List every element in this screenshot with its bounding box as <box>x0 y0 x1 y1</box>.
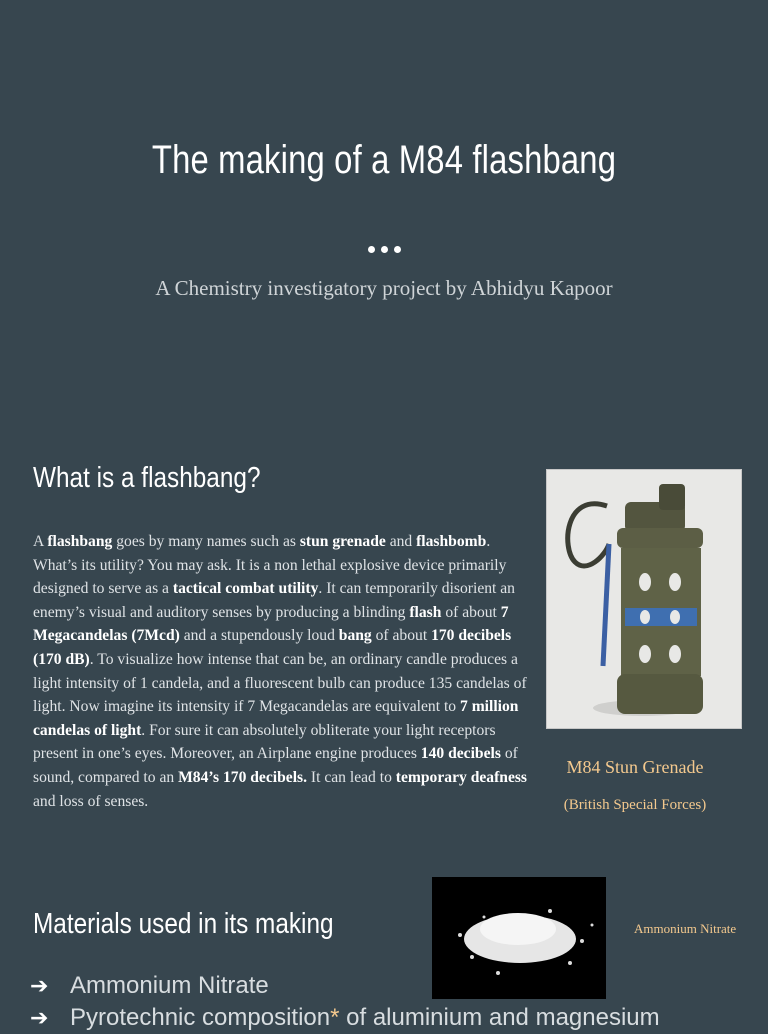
paragraph-text: of sound, compared to an <box>33 745 518 786</box>
m84-grenade-photo <box>546 469 742 729</box>
grenade-subcaption: (British Special Forces) <box>563 797 707 813</box>
list-item: ➔ Ammonium Nitrate <box>30 970 660 1002</box>
arrow-right-icon: ➔ <box>30 973 49 998</box>
emphasis-text: 7 Megacandelas (7Mcd) <box>33 603 509 645</box>
emphasis-text: M84’s 170 decibels. <box>178 768 308 786</box>
emphasis-text: 170 decibels (170 dB) <box>33 627 512 668</box>
arrow-right-icon: ➔ <box>30 1005 49 1030</box>
list-item: ➔ Pyrotechnic composition* of aluminium and magnesium <box>30 1002 660 1034</box>
materials-list <box>30 970 660 1034</box>
emphasis-text: stun grenade <box>299 533 386 550</box>
emphasis-text: tactical combat utility <box>172 580 319 598</box>
slide-title: The making of a M84 flashbang <box>151 138 617 182</box>
paragraph-text: . What’s its utility? You may ask. It is a non lethal explosive device primarily designed to serve as a <box>33 533 507 598</box>
slide-subtitle: A Chemistry investigatory project by Abhidyu Kapoor <box>155 276 613 300</box>
ellipsis-dots-icon <box>0 238 768 257</box>
flashbang-description <box>33 530 533 813</box>
paragraph-text: . It can temporarily disorient an enemy’s visual and auditory senses by producing a blinding <box>33 580 515 621</box>
emphasis-text: flash <box>409 603 442 621</box>
paragraph-text: A <box>33 533 48 550</box>
section-heading-what-is: What is a flashbang? <box>33 462 261 494</box>
paragraph-text: . For sure it can absolutely obliterate your light receptors present in one’s eyes. Moreover, an Airplane engine produces <box>33 721 496 763</box>
paragraph-text: goes by many names such as <box>112 533 300 550</box>
section-heading-materials: Materials used in its making <box>33 908 334 940</box>
paragraph-text: It can lead to <box>307 768 396 786</box>
grenade-caption: M84 Stun Grenade <box>566 757 704 777</box>
emphasis-text: flashbomb <box>416 533 487 550</box>
emphasis-text: bang <box>338 627 372 645</box>
paragraph-text: and loss of senses. <box>33 792 149 810</box>
paragraph-text: . To visualize how intense that can be, an ordinary candle produces a light intensity of 1 candela, and a fluorescent bulb can produce 135 candelas of light. Now imagine its intensity if 7 Megacandelas are equivalent to <box>33 650 527 716</box>
paragraph-text: of about <box>441 603 501 621</box>
paragraph-text: of about <box>371 627 432 645</box>
emphasis-text: 140 decibels <box>420 745 501 763</box>
emphasis-text: flashbang <box>47 533 113 550</box>
ammonium-nitrate-label: Ammonium Nitrate <box>634 921 737 936</box>
paragraph-text: and <box>385 533 417 550</box>
emphasis-text: 7 million candelas of light <box>33 698 519 739</box>
emphasis-text: temporary deafness <box>395 768 528 786</box>
paragraph-text: and a stupendously loud <box>179 627 339 645</box>
